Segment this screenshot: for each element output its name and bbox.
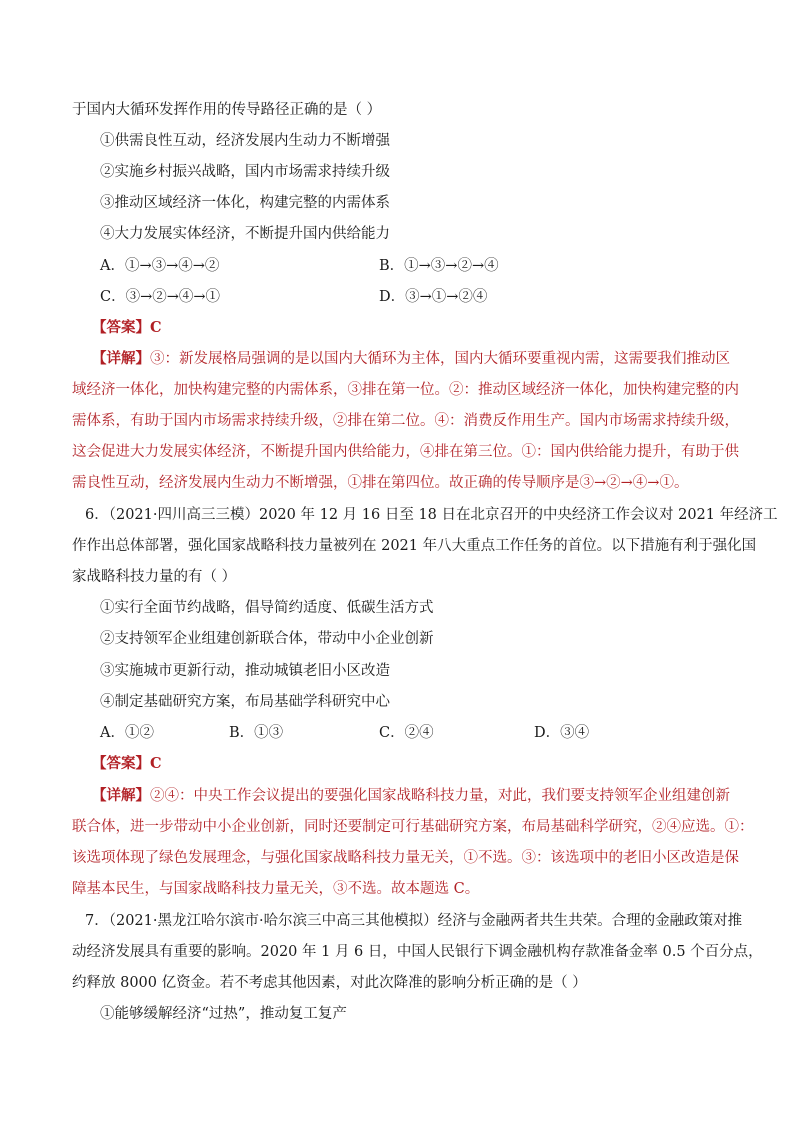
q6-stem-line-2: 作作出总体部署，强化国家战略科技力量被列在 2021 年八大重点工作任务的首位。以下措施有利于强化国 [72, 538, 757, 554]
q6-answer-tag: 【答案】 [92, 755, 150, 772]
q5-option-a: A．①→③→④→② [100, 258, 220, 274]
q6-option-a: A．①② [100, 725, 154, 741]
q5-detail-tag: 【详解】 [92, 350, 150, 367]
q6-answer [92, 754, 162, 774]
q6-option-d: D．③④ [534, 725, 590, 741]
q5-detail-line-2: 域经济一体化，加快构建完整的内需体系，③排在第一位。②：推动区域经济一体化，加快构建完整的内 [72, 382, 739, 398]
q7-stem-line-3: 约释放 8000 亿资金。若不考虑其他因素，对此次降准的影响分析正确的是（ ） [72, 975, 587, 991]
q6-detail-line-2: 联合体，进一步带动中小企业创新，同时还要制定可行基础研究方案，布局基础科学研究，②④应选。①： [72, 819, 754, 835]
q7-item-1: ①能够缓解经济“过热”，推动复工复产 [100, 1006, 347, 1022]
q5-item-1: ①供需良性互动，经济发展内生动力不断增强 [100, 133, 390, 149]
q5-answer [92, 318, 162, 338]
q6-option-c: C．②④ [379, 725, 434, 741]
q5-answer-value: C [150, 319, 162, 336]
q5-detail-line-5: 需良性互动，经济发展内生动力不断增强，①排在第四位。故正确的传导顺序是③→②→④→①。 [72, 475, 689, 491]
q6-detail-tag: 【详解】 [92, 787, 150, 804]
q6-item-1: ①实行全面节约战略，倡导简约适度、低碳生活方式 [100, 600, 434, 616]
q5-item-3: ③推动区域经济一体化，构建完整的内需体系 [100, 195, 390, 211]
q5-option-b: B．①→③→②→④ [379, 258, 499, 274]
q6-item-3: ③实施城市更新行动，推动城镇老旧小区改造 [100, 663, 390, 679]
q6-stem-line-1: 6．（2021·四川高三三模）2020 年 12 月 16 日至 18 日在北京召开的中央经济工作会议对 2021 年经济工 [85, 507, 778, 523]
q6-item-4: ④制定基础研究方案，布局基础学科研究中心 [100, 694, 390, 710]
q6-detail-line-1 [92, 786, 730, 806]
q5-detail-text-1: ③：新发展格局强调的是以国内大循环为主体，国内大循环要重视内需，这需要我们推动区 [150, 351, 730, 367]
q6-detail-text-1: ②④：中央工作会议提出的要强化国家战略科技力量，对此，我们要支持领军企业组建创新 [150, 788, 730, 804]
q5-answer-tag: 【答案】 [92, 319, 150, 336]
q7-stem-line-2: 动经济发展具有重要的影响。2020 年 1 月 6 日，中国人民银行下调金融机构存款准备金率 0.5 个百分点， [72, 944, 763, 960]
q6-detail-line-3: 该选项体现了绿色发展理念，与强化国家战略科技力量无关，①不选。③：该选项中的老旧小区改造是保 [72, 850, 739, 866]
q5-detail-line-4: 这会促进大力发展实体经济，不断提升国内供给能力，④排在第三位。①：国内供给能力提升，有助于供 [72, 444, 739, 460]
q7-stem-line-1: 7．（2021·黑龙江哈尔滨市·哈尔滨三中高三其他模拟）经济与金融两者共生共荣。合理的金融政策对推 [85, 913, 743, 929]
q5-option-d: D．③→①→②④ [379, 289, 488, 305]
q5-item-4: ④大力发展实体经济，不断提升国内供给能力 [100, 226, 390, 242]
q6-stem-line-3: 家战略科技力量的有（ ） [72, 569, 237, 585]
q5-stem-tail: 于国内大循环发挥作用的传导路径正确的是（ ） [72, 102, 382, 118]
q5-detail-line-3: 需体系，有助于国内市场需求持续升级，②排在第二位。④：消费反作用生产。国内市场需求持续升级， [72, 413, 739, 429]
q6-item-2: ②支持领军企业组建创新联合体，带动中小企业创新 [100, 631, 434, 647]
q5-detail-line-1 [92, 349, 730, 369]
q5-option-c: C．③→②→④→① [100, 289, 221, 305]
q5-item-2: ②实施乡村振兴战略，国内市场需求持续升级 [100, 164, 390, 180]
q6-detail-line-4: 障基本民生，与国家战略科技力量无关，③不选。故本题选 C。 [72, 881, 480, 897]
q6-option-b: B．①③ [229, 725, 284, 741]
q6-answer-value: C [150, 755, 162, 772]
